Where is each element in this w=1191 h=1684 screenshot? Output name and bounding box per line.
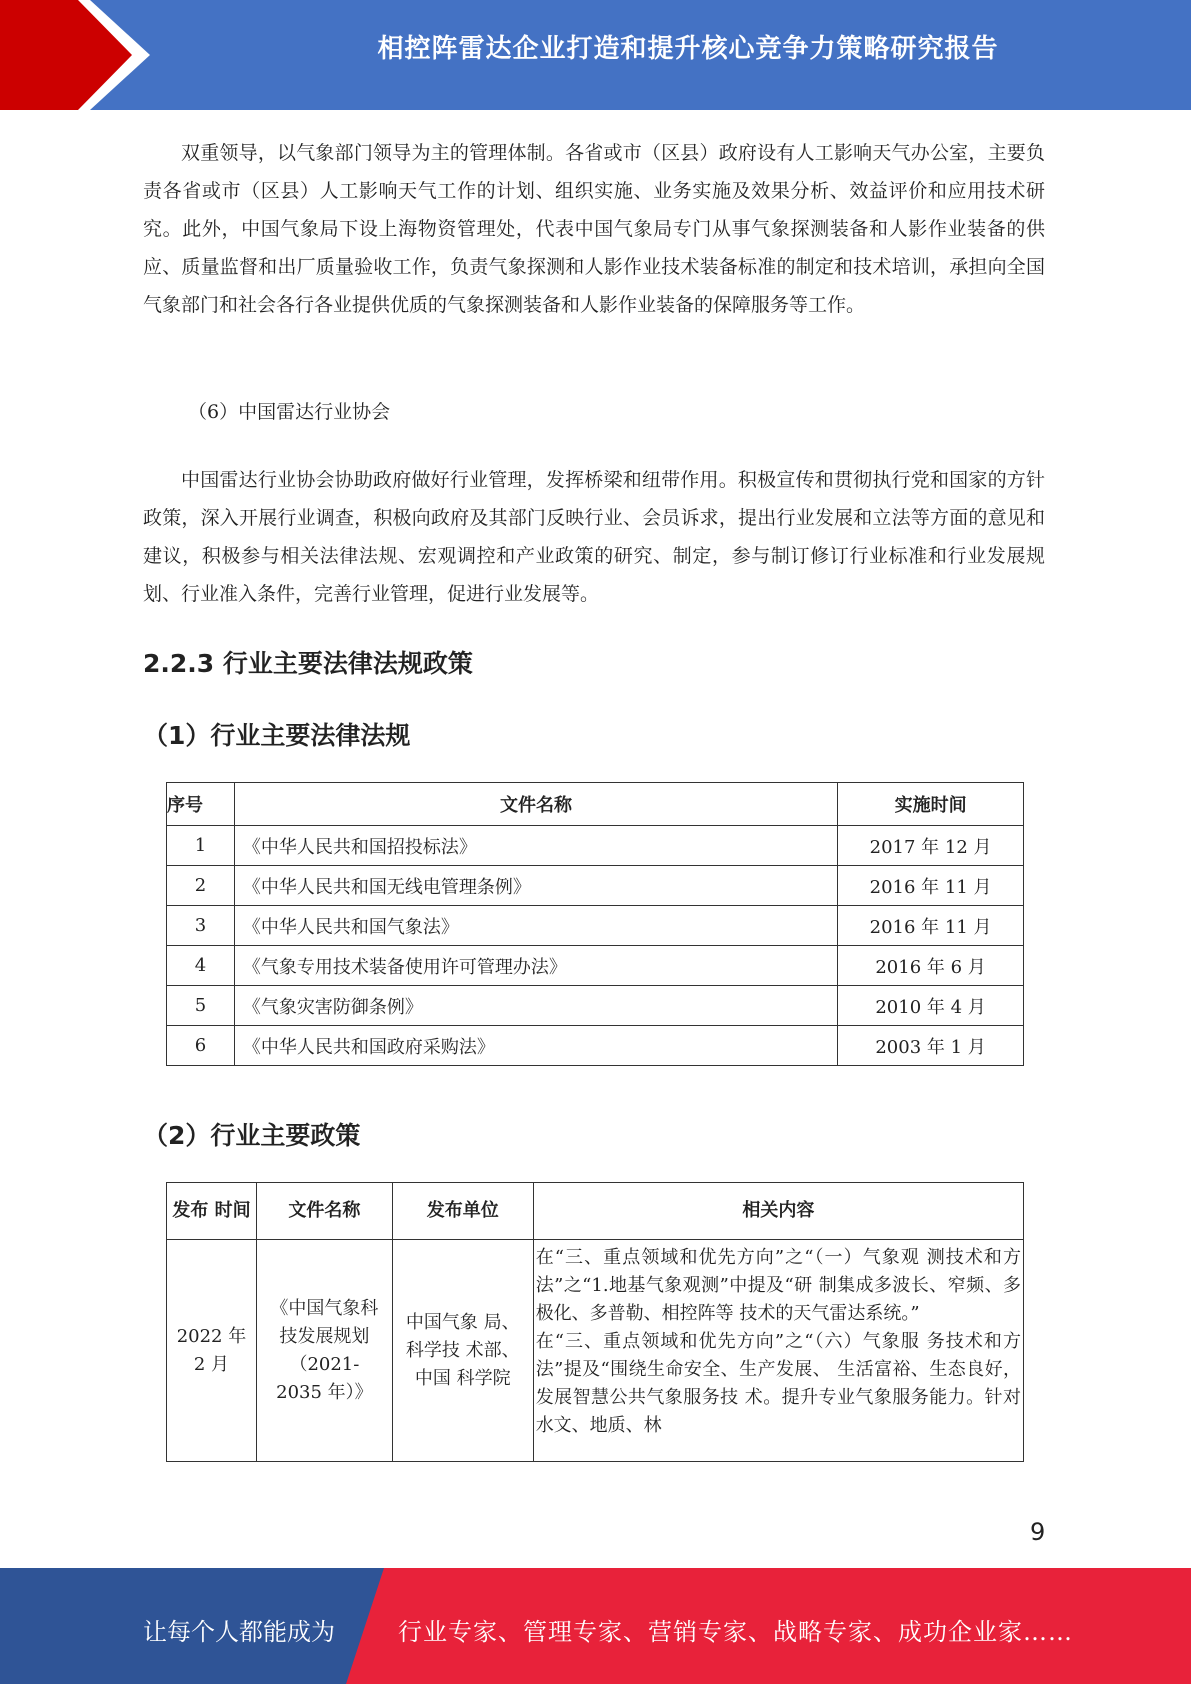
header-bar <box>0 0 1191 110</box>
header-publish-date: 发布 时间 <box>167 1183 257 1240</box>
row-doc-name: 《中华人民共和国招投标法》 <box>234 826 837 866</box>
row-doc-name: 《中华人民共和国气象法》 <box>234 906 837 946</box>
row-doc-name: 《中华人民共和国无线电管理条例》 <box>234 866 837 906</box>
row-index: 6 <box>167 1026 235 1066</box>
row-date: 2017 年 12 月 <box>838 826 1024 866</box>
row-date: 2003 年 1 月 <box>838 1026 1024 1066</box>
table-header-row <box>167 783 1024 826</box>
table-row <box>167 906 1024 946</box>
header-chevron-icon <box>0 0 160 110</box>
row-doc-name: 《中华人民共和国政府采购法》 <box>234 1026 837 1066</box>
row-index: 5 <box>167 986 235 1026</box>
laws-table <box>166 782 1024 1066</box>
body-paragraph-1: 双重领导，以气象部门领导为主的管理体制。各省或市（区县）政府设有人工影响天气办公室，主要负责各省或市（区县）人工影响天气工作的计划、组织实施、业务实施及效果分析、效益评价和应用技术研究。此外，中国气象局下设上海物资管理处，代表中国气象局专门从事气象探测装备和人影作业装备的供应、质量监督和出厂质量验收工作，负责气象探测和人影作业技术装备标准的制定和技术培训，承担向全国气象部门和社会各行各业提供优质的气象探测装备和人影作业装备的保障服务等工作。 <box>143 142 1045 316</box>
row-index: 4 <box>167 946 235 986</box>
row-issuer: 中国气象 局、科学技 术部、中国 科学院 <box>392 1240 533 1462</box>
table-row <box>167 946 1024 986</box>
subheading-association: （6）中国雷达行业协会 <box>188 401 391 423</box>
row-date: 2016 年 11 月 <box>838 906 1024 946</box>
footer-slogan-right: 行业专家、管理专家、营销专家、战略专家、成功企业家…… <box>398 1618 1073 1646</box>
header-index: 序号 <box>167 783 235 826</box>
section-heading: 2.2.3 行业主要法律法规政策 <box>143 649 473 678</box>
header-effective-date: 实施时间 <box>838 783 1024 826</box>
content-part-1: 在“三、重点领域和优先方向”之“（一）气象观 测技术和方法”之“1.地基气象观测”中提及“研 制集成多波长、窄频、多极化、多普勒、相控阵等 技术的天气雷达系统。” <box>535 1247 1021 1324</box>
row-date: 2016 年 6 月 <box>838 946 1024 986</box>
row-index: 3 <box>167 906 235 946</box>
policy-table <box>166 1182 1024 1462</box>
row-date: 2016 年 11 月 <box>838 866 1024 906</box>
row-date: 2010 年 4 月 <box>838 986 1024 1026</box>
row-related-content <box>533 1240 1023 1462</box>
body-paragraph-2: 中国雷达行业协会协助政府做好行业管理，发挥桥梁和纽带作用。积极宣传和贯彻执行党和国家的方针政策，深入开展行业调查，积极向政府及其部门反映行业、会员诉求，提出行业发展和立法等方面的意见和建议，积极参与相关法律法规、宏观调控和产业政策的研究、制定，参与制订修订行业标准和行业发展规划、行业准入条件，完善行业管理，促进行业发展等。 <box>143 469 1045 605</box>
table-header-row <box>167 1183 1024 1240</box>
content-part-2: 在“三、重点领域和优先方向”之“（六）气象服 务技术和方法”提及“围绕生命安全、生产发展、 生活富裕、生态良好，发展智慧公共气象服务技 术。提升专业气象服务能力。针对水文、地质、林 <box>535 1331 1021 1436</box>
header-issuer: 发布单位 <box>392 1183 533 1240</box>
footer-slogan-left: 让每个人都能成为 <box>143 1618 335 1646</box>
table-row <box>167 1026 1024 1066</box>
table-row <box>167 866 1024 906</box>
row-doc-name: 《中国气象科技发展规划（2021-2035 年）》 <box>256 1240 392 1462</box>
page-title: 相控阵雷达企业打造和提升核心竞争力策略研究报告 <box>377 34 999 64</box>
row-date: 2022 年 2 月 <box>167 1240 257 1462</box>
header-doc-name: 文件名称 <box>256 1183 392 1240</box>
row-doc-name: 《气象灾害防御条例》 <box>234 986 837 1026</box>
page-number: 9 <box>1030 1518 1046 1546</box>
table-row <box>167 826 1024 866</box>
policy-subheading: （2）行业主要政策 <box>143 1121 361 1150</box>
laws-subheading: （1）行业主要法律法规 <box>143 721 411 750</box>
header-doc-name: 文件名称 <box>234 783 837 826</box>
footer-banner <box>0 1568 1191 1684</box>
row-doc-name: 《气象专用技术装备使用许可管理办法》 <box>234 946 837 986</box>
table-row <box>167 986 1024 1026</box>
row-index: 2 <box>167 866 235 906</box>
header-related-content: 相关内容 <box>533 1183 1023 1240</box>
table-row <box>167 1240 1024 1462</box>
row-index: 1 <box>167 826 235 866</box>
